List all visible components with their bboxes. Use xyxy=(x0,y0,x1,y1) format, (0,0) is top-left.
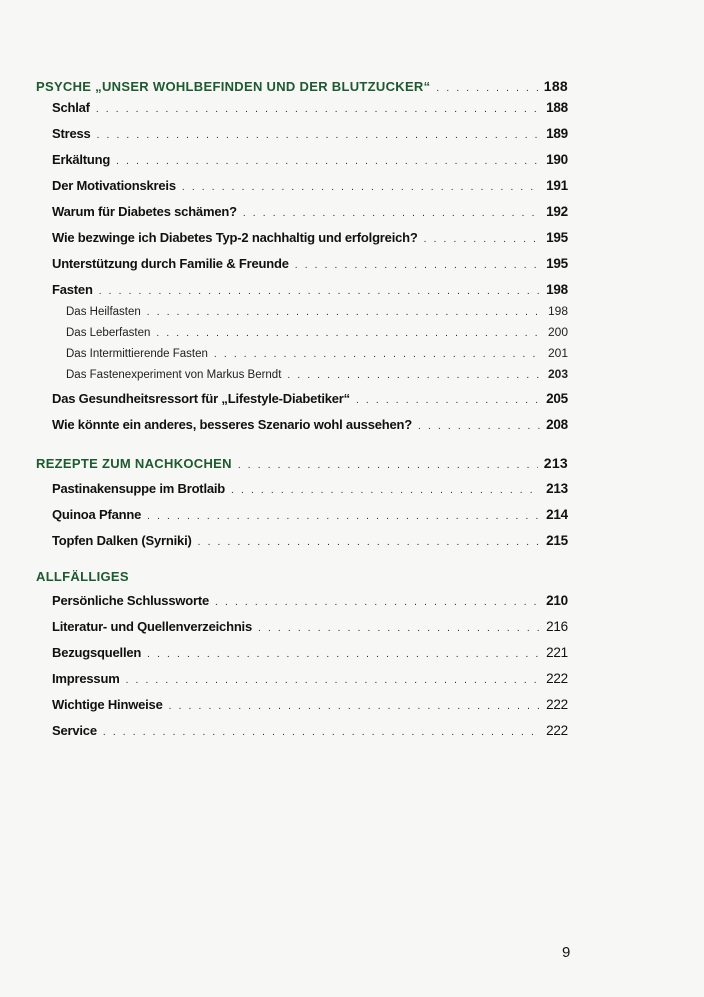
entry-page: 214 xyxy=(546,507,568,522)
dot-leader xyxy=(295,260,540,271)
dot-leader xyxy=(238,460,538,471)
entry-title: Das Gesundheitsressort für „Lifestyle-Diabetiker“ xyxy=(52,391,350,406)
entry-page: 213 xyxy=(546,481,568,496)
toc-entry[interactable] xyxy=(36,507,568,533)
toc-entry[interactable] xyxy=(36,671,568,697)
dot-leader xyxy=(231,485,540,496)
entry-title: Pastinakensuppe im Brotlaib xyxy=(52,481,226,496)
dot-leader xyxy=(99,286,540,297)
dot-leader xyxy=(147,307,542,318)
entry-page: 222 xyxy=(546,671,568,686)
entry-page: 205 xyxy=(546,391,568,406)
toc-subentry[interactable] xyxy=(36,367,568,391)
subentry-title: Das Heilfasten xyxy=(66,306,141,318)
dot-leader xyxy=(96,104,540,115)
entry-page: 195 xyxy=(546,230,568,245)
dot-leader xyxy=(147,511,540,522)
entry-page: 189 xyxy=(546,126,568,141)
dot-leader xyxy=(418,421,540,432)
entry-title: Warum für Diabetes schämen? xyxy=(52,204,237,219)
subentry-page: 200 xyxy=(547,325,568,339)
subentry-title: Das Fastenexperiment von Markus Berndt xyxy=(66,369,282,381)
toc-entry[interactable] xyxy=(36,152,568,178)
dot-leader xyxy=(258,623,540,634)
toc-entry[interactable] xyxy=(36,391,568,417)
entry-title: Schlaf xyxy=(52,100,90,115)
entry-page: 208 xyxy=(546,417,568,432)
entry-page: 191 xyxy=(546,178,568,193)
table-of-contents xyxy=(36,78,568,749)
entry-page: 210 xyxy=(546,593,568,608)
subentry-title: Das Intermittierende Fasten xyxy=(66,348,208,360)
toc-subentry[interactable] xyxy=(36,325,568,346)
entry-title: Wie könnte ein anderes, besseres Szenario wohl aussehen? xyxy=(52,417,413,432)
section-title: REZEPTE ZUM NACHKOCHEN xyxy=(36,456,232,471)
entry-title: Fasten xyxy=(52,282,93,297)
entry-title: Erkältung xyxy=(52,152,111,167)
toc-entry[interactable] xyxy=(36,126,568,152)
toc-entry[interactable] xyxy=(36,619,568,645)
toc-entry[interactable] xyxy=(36,230,568,256)
toc-entry[interactable] xyxy=(36,533,568,559)
subentry-title: Das Leberfasten xyxy=(66,327,151,339)
dot-leader xyxy=(356,395,540,406)
section-page: 213 xyxy=(543,455,568,471)
dot-leader xyxy=(156,328,542,339)
toc-section-allfaelliges[interactable] xyxy=(36,569,568,593)
entry-page: 195 xyxy=(546,256,568,271)
entry-page: 222 xyxy=(546,723,568,738)
entry-title: Impressum xyxy=(52,671,120,686)
dot-leader xyxy=(182,182,540,193)
entry-title: Unterstützung durch Familie & Freunde xyxy=(52,256,289,271)
entry-title: Wichtige Hinweise xyxy=(52,697,163,712)
entry-title: Literatur- und Quellenverzeichnis xyxy=(52,619,252,634)
section-title: PSYCHE „UNSER WOHLBEFINDEN UND DER BLUTZUCKER“ xyxy=(36,79,431,94)
entry-page: 216 xyxy=(546,619,568,634)
toc-entry[interactable] xyxy=(36,697,568,723)
section-title: ALLFÄLLIGES xyxy=(36,569,129,584)
entry-page: 215 xyxy=(546,533,568,548)
entry-title: Wie bezwinge ich Diabetes Typ-2 nachhaltig und erfolgreich? xyxy=(52,230,418,245)
subentry-page: 198 xyxy=(547,304,568,318)
entry-page: 198 xyxy=(546,282,568,297)
toc-entry[interactable] xyxy=(36,593,568,619)
subentry-page: 201 xyxy=(547,346,568,360)
dot-leader xyxy=(169,701,540,712)
subentry-page: 203 xyxy=(547,367,568,381)
entry-title: Service xyxy=(52,723,97,738)
toc-entry[interactable] xyxy=(36,100,568,126)
entry-title: Der Motivationskreis xyxy=(52,178,176,193)
entry-title: Topfen Dalken (Syrniki) xyxy=(52,533,192,548)
toc-section-rezepte[interactable] xyxy=(36,455,568,481)
entry-title: Stress xyxy=(52,126,91,141)
toc-entry[interactable] xyxy=(36,417,568,443)
toc-entry[interactable] xyxy=(36,178,568,204)
toc-entry[interactable] xyxy=(36,256,568,282)
entry-title: Persönliche Schlussworte xyxy=(52,593,210,608)
toc-subentry[interactable] xyxy=(36,346,568,367)
entry-page: 188 xyxy=(546,100,568,115)
dot-leader xyxy=(126,675,541,686)
dot-leader xyxy=(214,349,542,360)
toc-entry[interactable] xyxy=(36,723,568,749)
dot-leader xyxy=(243,208,540,219)
toc-entry[interactable] xyxy=(36,481,568,507)
toc-entry[interactable] xyxy=(36,282,568,304)
dot-leader xyxy=(287,370,542,381)
dot-leader xyxy=(103,727,540,738)
page-number: 9 xyxy=(562,944,571,961)
toc-entry[interactable] xyxy=(36,204,568,230)
dot-leader xyxy=(116,156,540,167)
dot-leader xyxy=(215,597,540,608)
entry-page: 190 xyxy=(546,152,568,167)
entry-page: 221 xyxy=(546,645,568,660)
entry-title: Quinoa Pfanne xyxy=(52,507,142,522)
dot-leader xyxy=(198,537,540,548)
dot-leader xyxy=(147,649,540,660)
section-page: 188 xyxy=(543,78,568,94)
dot-leader xyxy=(97,130,541,141)
entry-title: Bezugsquellen xyxy=(52,645,142,660)
dot-leader xyxy=(424,234,540,245)
entry-page: 192 xyxy=(546,204,568,219)
toc-subentry[interactable] xyxy=(36,304,568,325)
toc-section-psyche[interactable] xyxy=(36,78,568,100)
entry-page: 222 xyxy=(546,697,568,712)
dot-leader xyxy=(436,83,537,94)
toc-entry[interactable] xyxy=(36,645,568,671)
